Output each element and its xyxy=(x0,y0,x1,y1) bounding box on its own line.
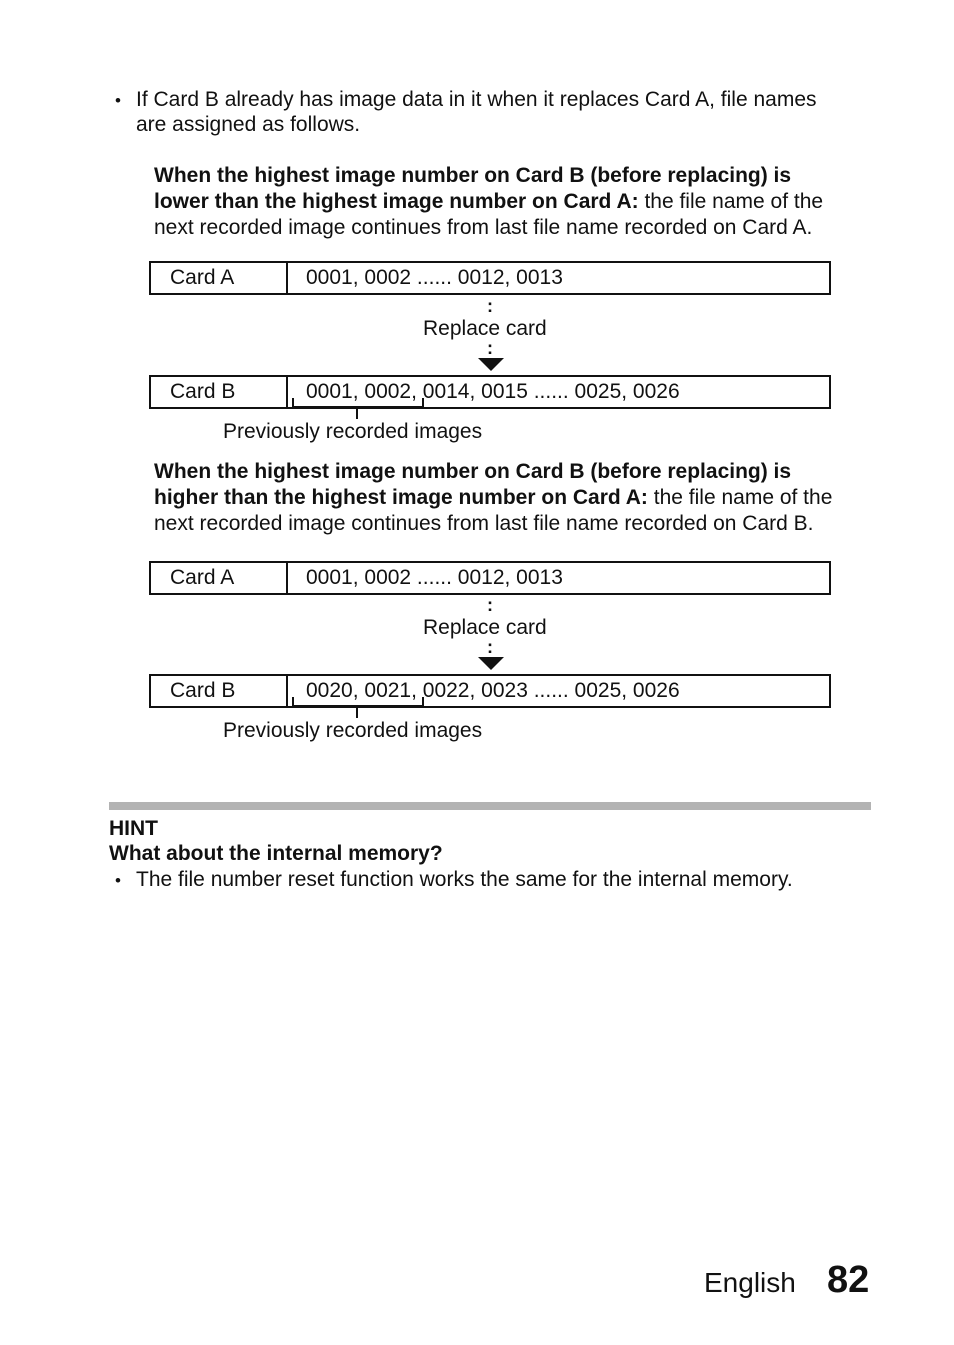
hint-title: HINT xyxy=(109,817,158,840)
case2-card-b-label: Card B xyxy=(170,679,236,702)
case1-card-a-files: 0001, 0002 ...... 0012, 0013 xyxy=(306,266,563,289)
case1-heading-line-1: When the highest image number on Card B (before replacing) is xyxy=(154,164,792,187)
bullet-icon: • xyxy=(115,91,121,110)
case1-heading-line-2 xyxy=(154,189,823,215)
case1-heading-bold: lower than the highest image number on Card A: xyxy=(154,190,639,213)
case1-bracket xyxy=(292,398,424,408)
case2-card-a-files: 0001, 0002 ...... 0012, 0013 xyxy=(306,566,563,589)
case2-bracket-tick xyxy=(356,708,358,718)
hint-text: The file number reset function works the same for the internal memory. xyxy=(136,868,793,891)
case2-heading-line-2 xyxy=(154,485,832,511)
case2-card-a-label: Card A xyxy=(170,566,235,589)
footer-language: English xyxy=(704,1267,796,1298)
case1-dots-bottom: : xyxy=(487,338,493,358)
case1-description-line-3: next recorded image continues from last file name recorded on Card A. xyxy=(154,216,813,239)
hint-question: What about the internal memory? xyxy=(109,842,443,865)
case2-down-arrow-icon xyxy=(478,657,504,670)
case1-card-a-label: Card A xyxy=(170,266,235,289)
case1-replace-card-label: Replace card xyxy=(423,317,547,340)
case1-previously-recorded-label: Previously recorded images xyxy=(223,420,483,443)
case2-bracket xyxy=(292,697,424,707)
page-number: 82 xyxy=(827,1259,870,1301)
case2-heading-bold: higher than the highest image number on Card A: xyxy=(154,486,648,509)
case2-dots-top: : xyxy=(487,595,493,615)
case1-heading-rest: the file name of the xyxy=(638,190,824,213)
case1-down-arrow-icon xyxy=(478,358,504,371)
case2-card-b-files: 0020, 0021, 0022, 0023 ...... 0025, 0026 xyxy=(306,679,680,702)
case2-card-a-row xyxy=(149,561,831,595)
case2-description-line-3: next recorded image continues from last file name recorded on Card B. xyxy=(154,512,814,535)
case1-card-b-row xyxy=(149,375,831,409)
case2-replace-card-label: Replace card xyxy=(423,616,547,639)
case2-heading-line-1: When the highest image number on Card B (before replacing) is xyxy=(154,460,792,483)
case1-card-b-files: 0001, 0002, 0014, 0015 ...... 0025, 0026 xyxy=(306,380,680,403)
case2-card-b-row xyxy=(149,674,831,708)
case1-bracket-tick xyxy=(356,409,358,419)
intro-line-1: If Card B already has image data in it when it replaces Card A, file names xyxy=(136,88,817,111)
case2-dots-bottom: : xyxy=(487,637,493,657)
hint-bullet-icon: • xyxy=(115,871,121,890)
case2-heading-rest: the file name of the xyxy=(647,486,833,509)
case1-card-b-label: Card B xyxy=(170,380,236,403)
intro-line-2: are assigned as follows. xyxy=(136,113,361,136)
case2-previously-recorded-label: Previously recorded images xyxy=(223,719,483,742)
hint-divider xyxy=(109,802,871,810)
case1-card-a-row xyxy=(149,261,831,295)
case1-dots-top: : xyxy=(487,296,493,316)
